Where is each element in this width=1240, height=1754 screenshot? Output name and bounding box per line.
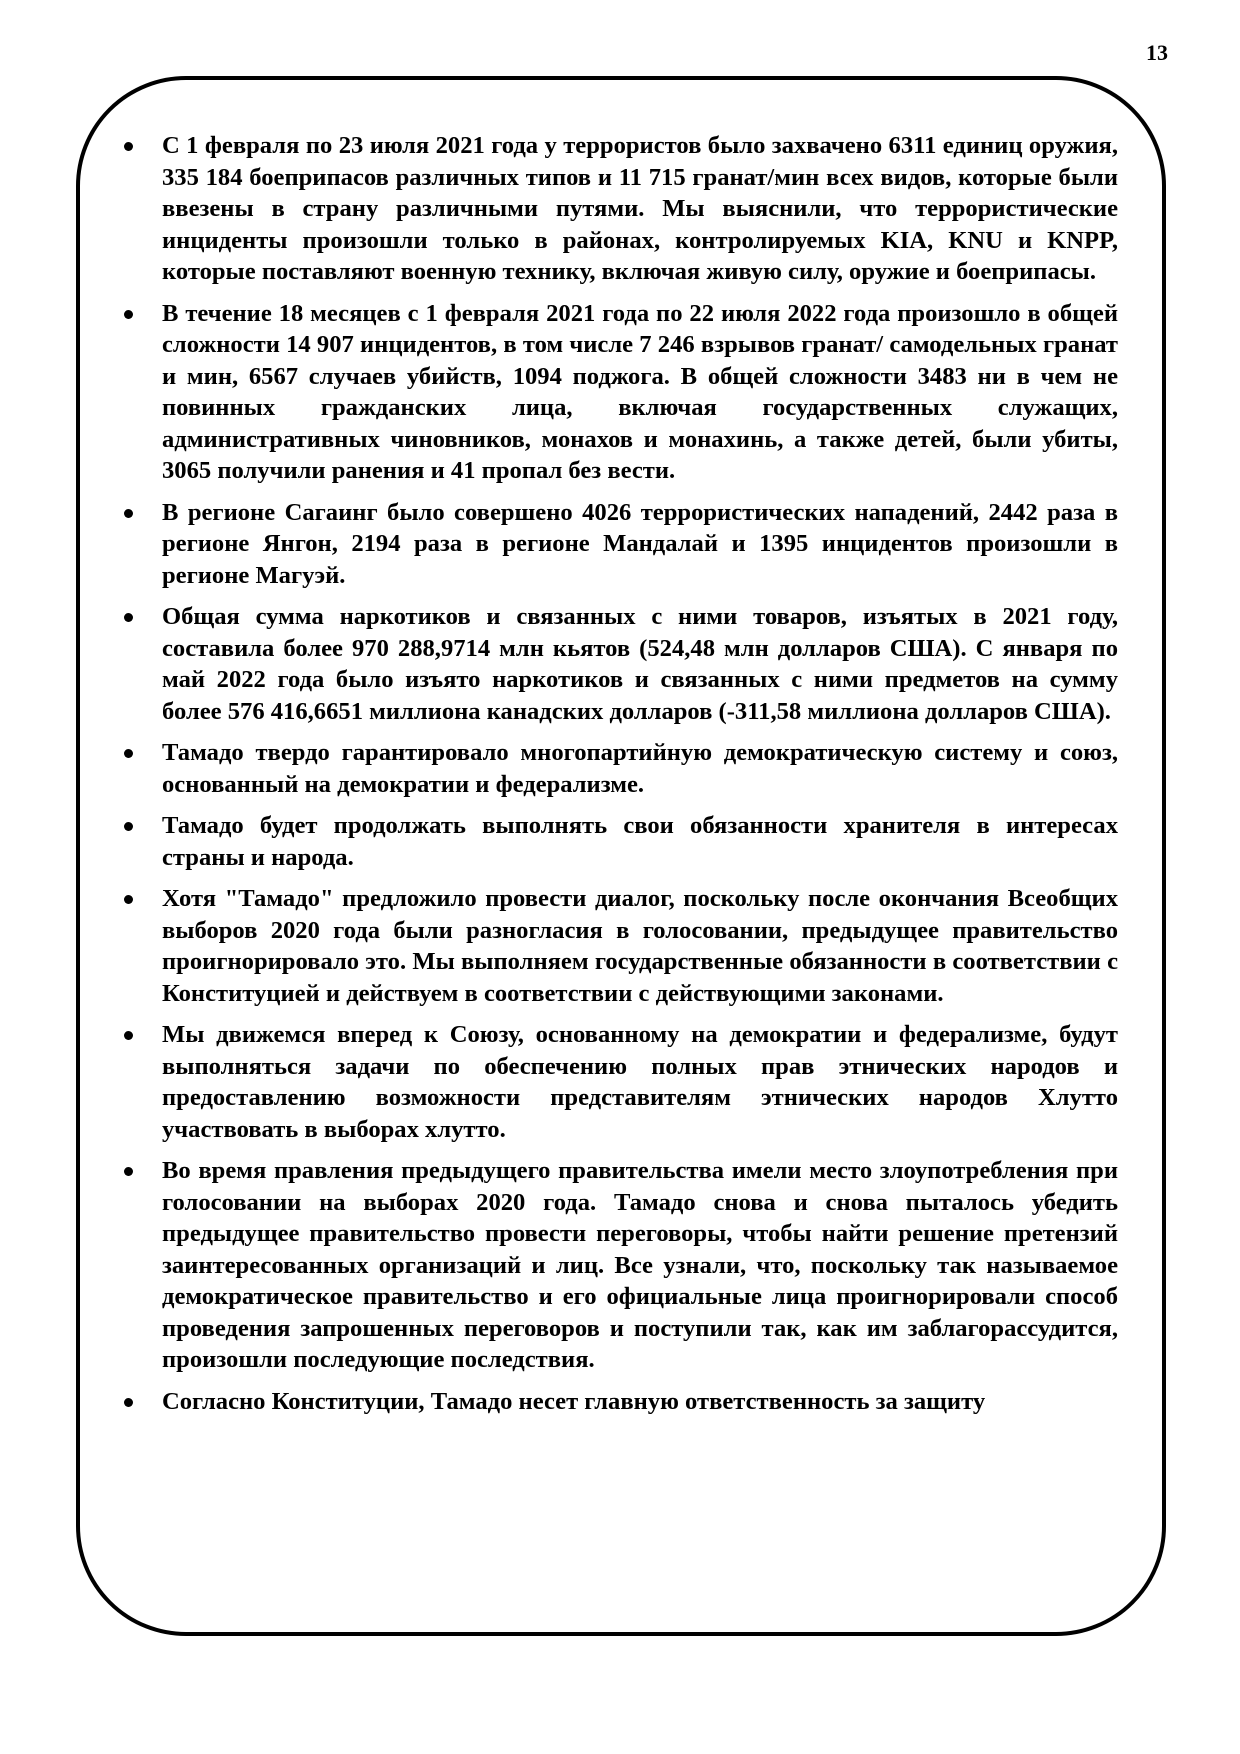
- list-item-text: Согласно Конституции, Тамадо несет главную ответственность за защиту: [162, 1387, 986, 1415]
- list-item: [122, 130, 1118, 288]
- bullet-icon: [124, 1167, 133, 1176]
- list-item: [122, 298, 1118, 487]
- list-item: [122, 810, 1118, 873]
- bullet-icon: [124, 822, 133, 831]
- list-item-text: Во время правления предыдущего правительства имели место злоупотребления при голосовании на выборах 2020 года. Тамадо снова и снова пыталось убедить предыдущее правительство провести переговоры, чтобы найти решение претензий заинтересованных организаций и лиц. Все узнали, что, поскольку так называемое демократическое правительство и его официальные лица проигнорировали способ проведения запрошенных переговоров и поступили так, как им заблагорассудится, произошли последующие последствия.: [162, 1157, 1118, 1373]
- bullet-list: [122, 130, 1118, 1427]
- bullet-icon: [124, 895, 133, 904]
- list-item: [122, 1155, 1118, 1376]
- list-item: [122, 737, 1118, 800]
- bullet-icon: [124, 1031, 133, 1040]
- list-item-text: Мы движемся вперед к Союзу, основанному на демократии и федерализме, будут выполняться задачи по обеспечению полных прав этнических народов и предоставлению возможности представителям этнических народов Хлутто участвовать в выборах хлутто.: [162, 1021, 1118, 1143]
- list-item: [122, 601, 1118, 727]
- list-item-text: С 1 февраля по 23 июля 2021 года у террористов было захвачено 6311 единиц оружия, 335 184 боеприпасов различных типов и 11 715 гранат/мин всех видов, которые были ввезены в страну различными путями. Мы выяснили, что террористические инциденты произошли только в районах, контролируемых KIA, KNU и KNPP, которые поставляют военную технику, включая живую силу, оружие и боеприпасы.: [162, 132, 1118, 285]
- bullet-icon: [124, 310, 133, 319]
- list-item-text: Хотя "Тамадо" предложило провести диалог, поскольку после окончания Всеобщих выборов 2020 года были разногласия в голосовании, предыдущее правительство проигнорировало это. Мы выполняем государственные обязанности в соответствии с Конституцией и действуем в соответствии с действующими законами.: [162, 885, 1118, 1007]
- list-item-text: В регионе Сагаинг было совершено 4026 террористических нападений, 2442 раза в регионе Янгон, 2194 раза в регионе Мандалай и 1395 инцидентов произошли в регионе Магуэй.: [162, 498, 1118, 589]
- bullet-icon: [124, 1398, 133, 1407]
- list-item: [122, 497, 1118, 592]
- list-item: [122, 883, 1118, 1009]
- bullet-icon: [124, 142, 133, 151]
- list-item-text: Тамадо будет продолжать выполнять свои обязанности хранителя в интересах страны и народа.: [162, 812, 1118, 871]
- list-item-text: В течение 18 месяцев с 1 февраля 2021 года по 22 июля 2022 года произошло в общей сложности 14 907 инцидентов, в том числе 7 246 взрывов гранат/ самодельных гранат и мин, 6567 случаев убийств, 1094 поджога. В общей сложности 3483 ни в чем не повинных гражданских лица, включая государственных служащих, административных чиновников, монахов и монахинь, а также детей, были убиты, 3065 получили ранения и 41 пропал без вести.: [162, 299, 1118, 484]
- bullet-icon: [124, 613, 133, 622]
- list-item-text: Тамадо твердо гарантировало многопартийную демократическую систему и союз, основанный на демократии и федерализме.: [162, 739, 1118, 798]
- page-number: 13: [1146, 40, 1168, 65]
- bullet-icon: [124, 509, 133, 518]
- list-item: [122, 1019, 1118, 1145]
- bullet-icon: [124, 749, 133, 758]
- list-item: [122, 1386, 1118, 1418]
- list-item-text: Общая сумма наркотиков и связанных с ними товаров, изъятых в 2021 году, составила более 970 288,9714 млн кьятов (524,48 млн долларов США). С января по май 2022 года было изъято наркотиков и связанных с ними предметов на сумму более 576 416,6651 миллиона канадских долларов (-311,58 миллиона долларов США).: [162, 603, 1118, 725]
